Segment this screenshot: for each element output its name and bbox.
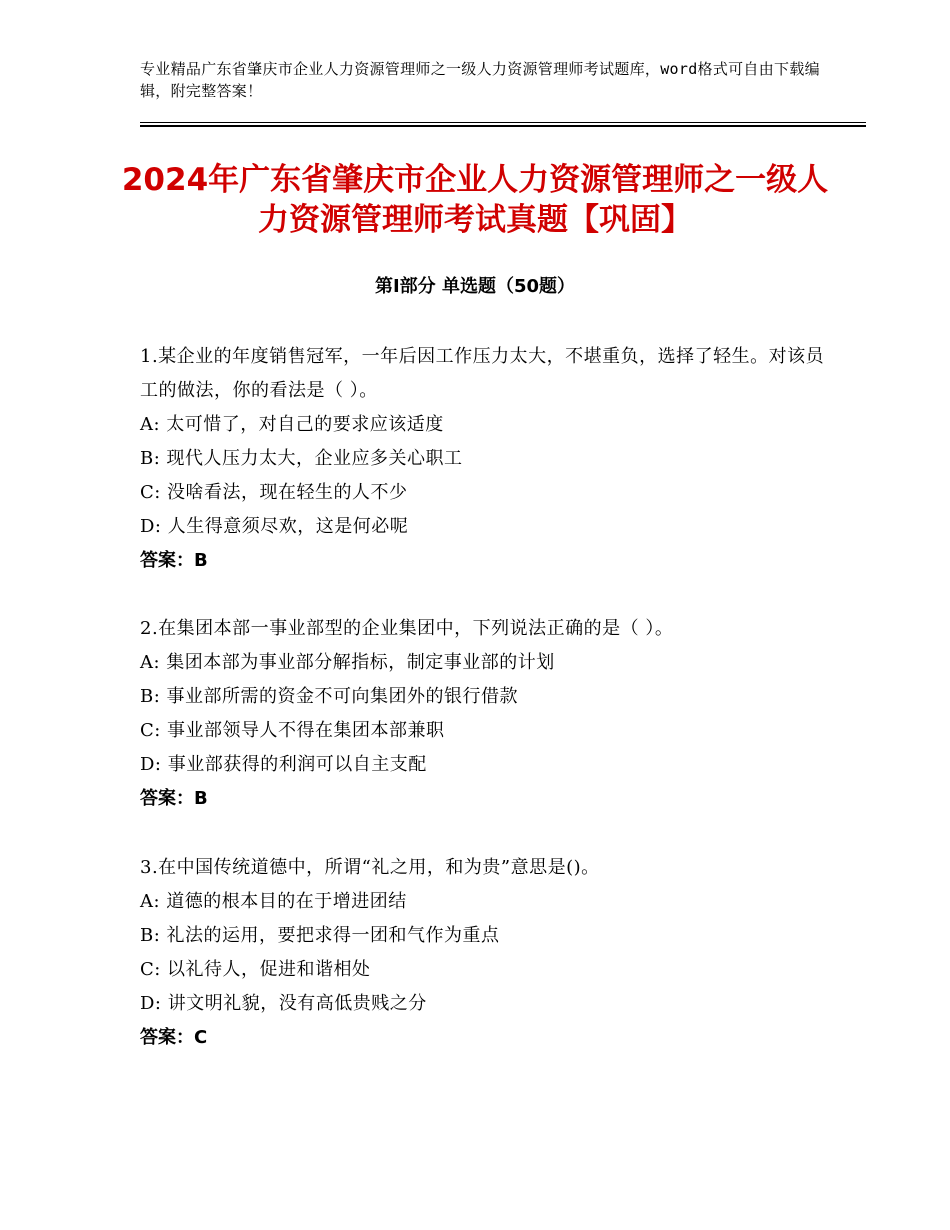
- option-b: B: 礼法的运用，要把求得一团和气作为重点: [140, 925, 500, 946]
- option-d: D: 讲文明礼貌，没有高低贵贱之分: [140, 993, 427, 1014]
- answer: 答案：B: [140, 550, 208, 571]
- option-d: D: 事业部获得的利润可以自主支配: [140, 754, 427, 775]
- answer: 答案：C: [140, 1027, 208, 1048]
- option-c: C: 以礼待人，促进和谐相处: [140, 959, 371, 980]
- option-c: C: 没啥看法，现在轻生的人不少: [140, 482, 408, 503]
- option-c: C: 事业部领导人不得在集团本部兼职: [140, 720, 445, 741]
- question-text: 2.在集团本部一事业部型的企业集团中，下列说法正确的是（ ）。: [140, 618, 674, 639]
- option-d: D: 人生得意须尽欢，这是何必呢: [140, 516, 409, 537]
- document-title: 2024年广东省肇庆市企业人力资源管理师之一级人力资源管理师考试真题【巩固】: [121, 162, 829, 238]
- header-rule-thick: [140, 125, 866, 127]
- question-1: [140, 340, 840, 578]
- section-heading: 第Ⅰ部分 单选题（50题）: [374, 276, 575, 297]
- option-b: B: 事业部所需的资金不可向集团外的银行借款: [140, 686, 519, 707]
- option-a: A: 太可惜了，对自己的要求应该适度: [140, 414, 444, 435]
- question-3: [140, 851, 840, 1055]
- option-a: A: 道德的根本目的在于增进团结: [140, 891, 407, 912]
- option-a: A: 集团本部为事业部分解指标，制定事业部的计划: [140, 652, 555, 673]
- header-note: 专业精品广东省肇庆市企业人力资源管理师之一级人力资源管理师考试题库，word格式可自由下载编辑，附完整答案！: [140, 60, 820, 100]
- option-b: B: 现代人压力太大，企业应多关心职工: [140, 448, 463, 469]
- header-rule-thin: [140, 122, 866, 123]
- question-2: [140, 612, 840, 816]
- question-text: 3.在中国传统道德中，所谓“礼之用，和为贵”意思是()。: [140, 857, 600, 878]
- answer: 答案：B: [140, 788, 208, 809]
- question-text: 1.某企业的年度销售冠军，一年后因工作压力太大，不堪重负，选择了轻生。对该员工的做法，你的看法是（ ）。: [140, 346, 825, 401]
